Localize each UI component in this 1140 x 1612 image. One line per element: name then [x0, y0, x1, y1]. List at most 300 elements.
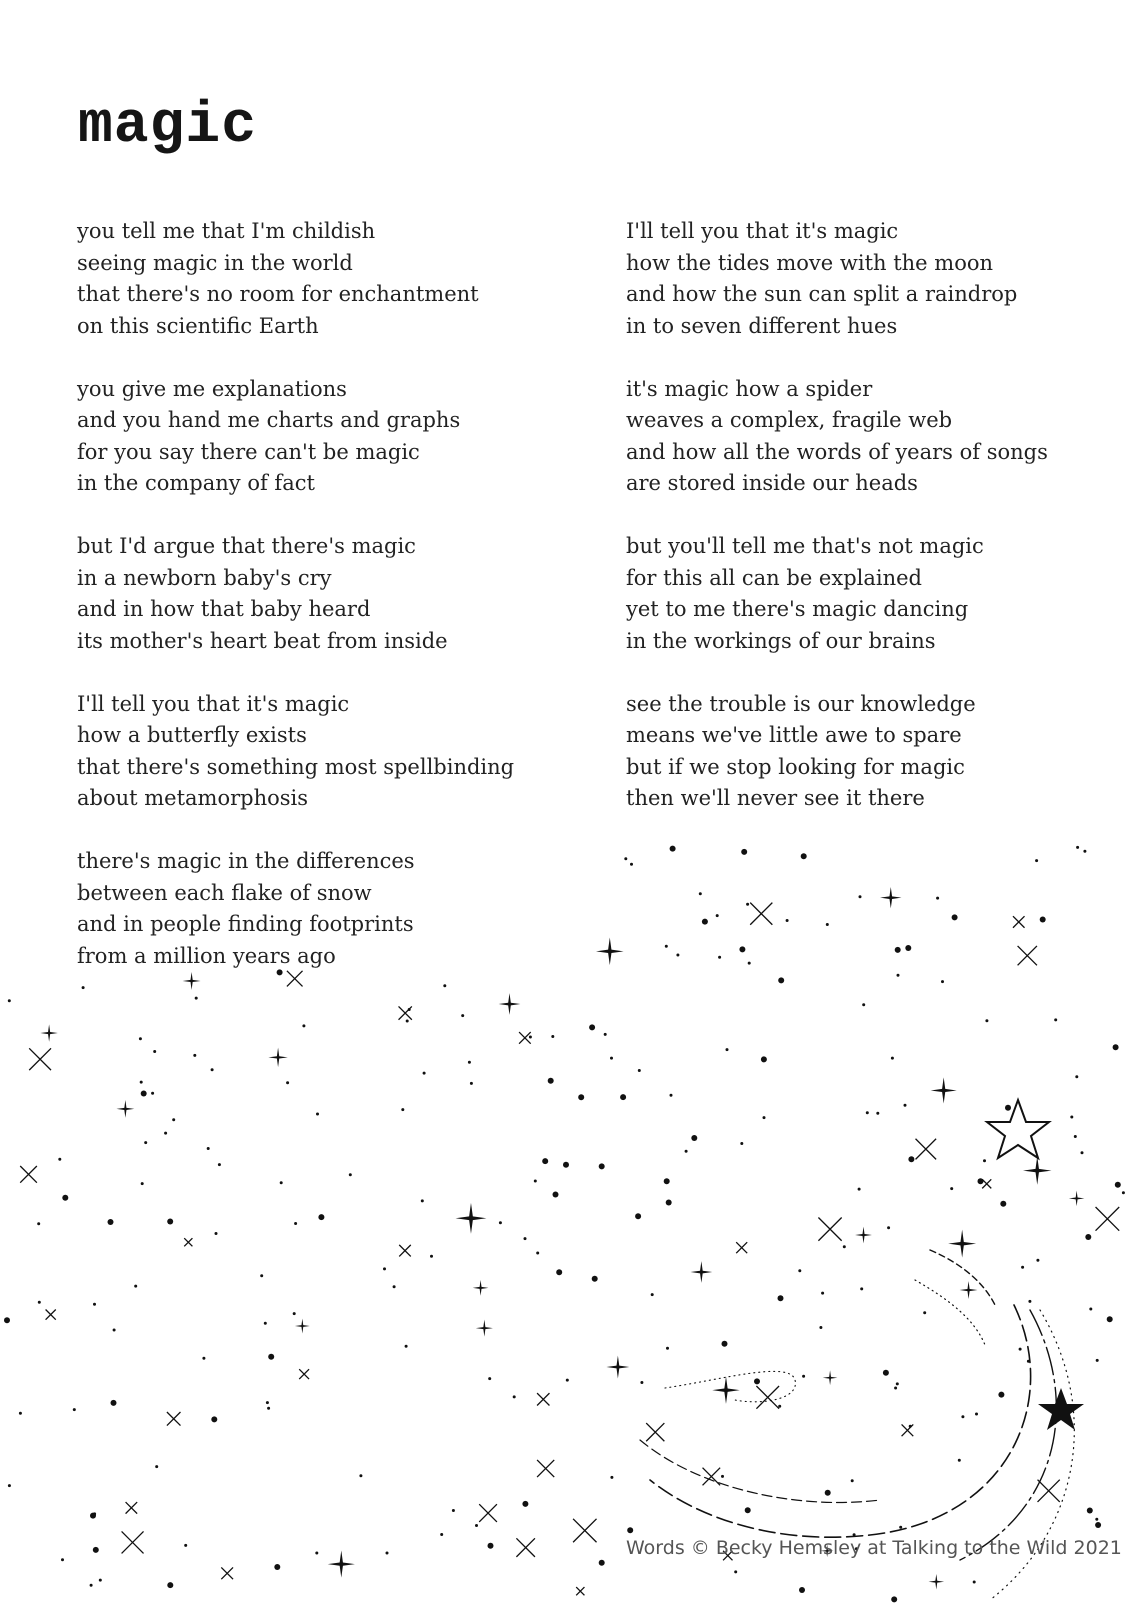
poem-line: in the workings of our brains [626, 628, 936, 653]
sparkle-star-icon [476, 1320, 493, 1337]
star-dot [786, 919, 789, 922]
star-dot [1107, 1316, 1113, 1322]
star-dot [1113, 1044, 1119, 1050]
star-dot [294, 1222, 297, 1225]
poem-line: I'll tell you that it's magic [77, 691, 350, 716]
star-dot [513, 1395, 516, 1398]
poem-line: in a newborn baby's cry [77, 565, 332, 590]
star-dot [866, 1111, 869, 1114]
star-dot [461, 1014, 464, 1017]
cross-star-icon [287, 971, 303, 987]
poem-line: for this all can be explained [626, 565, 922, 590]
cross-star-icon [516, 1538, 535, 1557]
swirl-inner-arc [640, 1440, 880, 1503]
cross-star-icon [1018, 946, 1037, 965]
star-dot [99, 1579, 102, 1582]
sky-crosses [20, 903, 1119, 1596]
sparkle-star-icon [456, 1203, 487, 1234]
star-dot [383, 1267, 386, 1270]
cross-star-icon [537, 1460, 554, 1477]
sky-sparkles [40, 887, 1084, 1590]
star-dot [4, 1317, 10, 1323]
poem-line: means we've little awe to spare [626, 723, 962, 747]
star-dot [207, 1147, 210, 1150]
poem-line: about metamorphosis [77, 786, 309, 810]
stanza [77, 216, 597, 342]
sparkle-star-icon [690, 1261, 712, 1283]
star-dot [973, 1581, 976, 1584]
star-dot [1087, 1508, 1093, 1514]
star-dot [551, 1035, 554, 1038]
poem-line: yet to me there's magic dancing [626, 597, 969, 621]
poem-title: magic [78, 94, 258, 159]
cross-star-icon [756, 1386, 779, 1409]
star-dot [268, 1354, 274, 1360]
star-dot [141, 1182, 144, 1185]
star-dot [488, 1377, 491, 1380]
night-sky-illustration [0, 840, 1140, 1612]
star-dot [1054, 1018, 1057, 1021]
star-dot [202, 1357, 205, 1360]
poem-right-column [626, 216, 1126, 846]
star-dot [316, 1113, 319, 1116]
star-dot [140, 1081, 143, 1084]
star-dot [908, 1156, 914, 1162]
sparkle-star-icon [606, 1356, 629, 1379]
cross-star-icon [519, 1032, 531, 1044]
star-dot [211, 1416, 217, 1422]
star-dot [266, 1401, 269, 1404]
poem-line: and how the sun can split a raindrop [626, 282, 1018, 306]
star-dot [578, 1094, 584, 1100]
cross-star-icon [982, 1179, 991, 1188]
star-dot [563, 1162, 569, 1168]
star-dot [627, 1527, 633, 1533]
star-dot [670, 1094, 673, 1097]
poem-line: are stored inside our heads [626, 471, 918, 495]
star-dot [488, 1543, 494, 1549]
sparkle-star-icon [855, 1227, 872, 1244]
sparkle-star-icon [931, 1077, 957, 1103]
star-dot [61, 1558, 64, 1561]
star-dot [82, 986, 85, 989]
star-dot [302, 1024, 305, 1027]
cross-star-icon [818, 1218, 841, 1241]
poem-line: that there's something most spellbinding [77, 754, 515, 779]
cross-star-icon [479, 1504, 497, 1522]
star-dot [90, 1513, 96, 1519]
star-dot [998, 1392, 1004, 1398]
star-dot [315, 1552, 318, 1555]
star-dot [195, 997, 198, 1000]
star-dot [819, 1326, 822, 1329]
star-dot [670, 846, 676, 852]
cross-star-icon [736, 1242, 747, 1253]
sparkle-star-icon [929, 1574, 945, 1590]
star-dot [58, 1158, 61, 1161]
poem-line: from a million years ago [77, 943, 336, 968]
star-dot [895, 947, 901, 953]
star-dot [589, 1024, 595, 1030]
star-dot [685, 1150, 688, 1153]
star-dot [443, 984, 446, 987]
star-dot [739, 946, 745, 952]
star-dot [468, 1061, 471, 1064]
star-dot [745, 1507, 751, 1513]
star-dot [983, 1159, 986, 1162]
star-dot [359, 1474, 362, 1477]
star-dot [548, 1078, 554, 1084]
star-dot [277, 969, 283, 975]
poem-line: its mother's heart beat from inside [77, 628, 448, 653]
cross-star-icon [750, 903, 772, 925]
star-dot [1005, 1105, 1011, 1111]
poem-line: and in how that baby heard [77, 597, 371, 621]
star-dot [923, 1311, 926, 1314]
stanza [626, 374, 1126, 500]
stanza [77, 689, 597, 815]
sparkle-star-icon [1023, 1156, 1051, 1184]
credit-text: Words © Becky Hemsley at Talking to the Wild 2021 [626, 1537, 1122, 1559]
star-dot [38, 1301, 41, 1304]
star-dot [452, 1509, 455, 1512]
sparkle-star-icon [880, 887, 901, 908]
cross-star-icon [399, 1245, 411, 1257]
star-dot [721, 1475, 724, 1478]
swirl-loop-dotted [665, 1371, 795, 1401]
star-dot [741, 849, 747, 855]
star-dot [151, 1092, 154, 1095]
star-dot [876, 1112, 879, 1115]
cross-star-icon [29, 1048, 51, 1070]
star-dot [8, 1484, 11, 1487]
sparkle-star-icon [268, 1048, 287, 1067]
star-dot [592, 1276, 598, 1282]
poem-line: how the tides move with the moon [626, 250, 994, 275]
star-dot [440, 1533, 443, 1536]
star-dot [134, 1285, 137, 1288]
star-dot [529, 1036, 532, 1039]
star-dot [975, 1413, 978, 1416]
star-dot [702, 919, 708, 925]
poem-line: but if we stop looking for magic [626, 754, 965, 779]
star-dot [218, 1163, 221, 1166]
star-dot [393, 1285, 396, 1288]
star-dot [778, 1295, 784, 1301]
sky-dots [4, 846, 1125, 1603]
poem-line: but I'd argue that there's magic [77, 534, 416, 558]
star-dot [193, 1054, 196, 1057]
star-dot [318, 1214, 324, 1220]
poem-line: for you say there can't be magic [77, 439, 420, 464]
poem-line: on this scientific Earth [77, 313, 319, 338]
star-dot [421, 1199, 424, 1202]
star-dot [141, 1091, 147, 1097]
star-dot [267, 1407, 270, 1410]
filled-star-icon [1038, 1388, 1084, 1430]
star-dot [664, 1178, 670, 1184]
star-dot [1070, 1116, 1073, 1119]
star-dot [172, 1118, 175, 1121]
star-dot [556, 1269, 562, 1275]
star-dot [401, 1108, 404, 1111]
poem-line: and you hand me charts and graphs [77, 408, 461, 432]
star-dot [470, 1082, 473, 1085]
stanza [626, 689, 1126, 815]
star-dot [691, 1135, 697, 1141]
star-dot [144, 1141, 147, 1144]
poem-line: see the trouble is our knowledge [626, 691, 976, 716]
star-dot [536, 1252, 539, 1255]
sparkle-star-icon [960, 1281, 978, 1299]
star-dot [952, 914, 958, 920]
star-dot [746, 903, 749, 906]
star-dot [499, 1221, 502, 1224]
star-dot [349, 1173, 352, 1176]
star-dot [1095, 1522, 1101, 1528]
sparkle-star-icon [823, 1370, 838, 1385]
star-dot [430, 1255, 433, 1258]
stanza [626, 531, 1126, 657]
poem-line: seeing magic in the world [77, 250, 353, 275]
star-dot [936, 897, 939, 900]
star-dot [610, 1057, 613, 1060]
sparkle-star-icon [40, 1024, 57, 1041]
star-dot [734, 1570, 737, 1573]
sparkle-star-icon [473, 1280, 489, 1296]
swirl-trail-inner-dash [930, 1250, 995, 1305]
star-dot [113, 1329, 116, 1332]
star-dot [862, 1003, 865, 1006]
poem-line: and how all the words of years of songs [626, 439, 1048, 464]
star-dot [722, 1341, 728, 1347]
cross-star-icon [703, 1468, 721, 1486]
sparkle-star-icon [499, 993, 521, 1015]
star-dot [825, 1490, 831, 1496]
star-dot [638, 1069, 641, 1072]
star-dot [640, 1381, 643, 1384]
star-dot [553, 1192, 559, 1198]
poem-line: you tell me that I'm childish [77, 219, 376, 243]
star-dot [1083, 850, 1086, 853]
star-dot [184, 1544, 187, 1547]
cross-star-icon [902, 1424, 914, 1436]
star-dot [860, 1287, 863, 1290]
stanza [77, 374, 597, 500]
star-dot [716, 914, 719, 917]
cross-star-icon [1096, 1207, 1120, 1231]
cross-star-icon [167, 1412, 181, 1426]
poem-line: how a butterfly exists [77, 723, 307, 747]
sparkle-star-icon [1069, 1191, 1085, 1207]
cross-star-icon [46, 1310, 56, 1320]
star-dot [666, 1347, 669, 1350]
cross-star-icon [1038, 1480, 1060, 1502]
poem-line: between each flake of snow [77, 880, 372, 905]
star-dot [718, 956, 721, 959]
poem-line: I'll tell you that it's magic [626, 219, 899, 243]
star-dot [958, 1459, 961, 1462]
sparkle-star-icon [596, 938, 624, 966]
star-dot [286, 1081, 289, 1084]
star-dot [386, 1552, 389, 1555]
star-dot [651, 1293, 654, 1296]
star-dot [1040, 917, 1046, 923]
sparkle-star-icon [295, 1319, 310, 1334]
star-dot [93, 1547, 99, 1553]
star-dot [542, 1158, 548, 1164]
star-dot [604, 1033, 607, 1036]
star-dot [111, 1400, 117, 1406]
sparkle-star-icon [948, 1230, 976, 1258]
star-dot [676, 954, 679, 957]
star-dot [620, 1094, 626, 1100]
cross-star-icon [537, 1393, 549, 1405]
star-dot [260, 1274, 263, 1277]
star-dot [1019, 1348, 1022, 1351]
star-dot [761, 1056, 767, 1062]
star-dot [891, 1057, 894, 1060]
star-dot [62, 1195, 68, 1201]
star-dot [859, 895, 862, 898]
star-dot [524, 1237, 527, 1240]
stanza [77, 531, 597, 657]
star-dot [1085, 1234, 1091, 1240]
poem-line: but you'll tell me that's not magic [626, 534, 984, 558]
star-dot [475, 1524, 478, 1527]
star-dot [1081, 1151, 1084, 1154]
star-dot [599, 1163, 605, 1169]
star-dot [19, 1412, 22, 1415]
star-dot [610, 1476, 613, 1479]
star-dot [726, 1048, 729, 1051]
star-dot [630, 863, 633, 866]
star-dot [894, 1387, 897, 1390]
star-dot [139, 1037, 142, 1040]
star-dot [666, 1200, 672, 1206]
star-dot [950, 1187, 953, 1190]
star-dot [1035, 859, 1038, 862]
star-dot [37, 1222, 40, 1225]
cross-star-icon [126, 1502, 138, 1514]
star-dot [821, 1292, 824, 1295]
star-dot [899, 1526, 902, 1529]
star-dot [406, 1020, 409, 1023]
star-dot [211, 1068, 214, 1071]
cross-star-icon [1013, 916, 1025, 928]
star-dot [280, 1181, 283, 1184]
cross-star-icon [576, 1587, 584, 1595]
sparkle-star-icon [328, 1551, 355, 1578]
swirl-trail-solid [960, 1310, 1056, 1560]
star-dot [941, 980, 944, 983]
star-dot [153, 1050, 156, 1053]
star-dot [851, 1479, 854, 1482]
star-dot [897, 974, 900, 977]
star-dot [754, 1378, 760, 1384]
star-dot [858, 1188, 861, 1191]
poem-line: and in people finding footprints [77, 912, 414, 936]
poem-line: that there's no room for enchantment [77, 282, 479, 306]
star-dot [801, 853, 807, 859]
star-dot [1075, 1075, 1078, 1078]
star-dot [8, 999, 11, 1002]
star-dot [635, 1213, 641, 1219]
star-dot [1028, 1300, 1031, 1303]
poem-line: then we'll never see it there [626, 786, 925, 810]
cross-star-icon [221, 1567, 233, 1579]
cross-star-icon [20, 1166, 37, 1183]
star-dot [904, 1104, 907, 1107]
stanza [626, 216, 1126, 342]
star-dot [167, 1582, 173, 1588]
star-dot [1089, 1308, 1092, 1311]
poem-line: it's magic how a spider [626, 376, 873, 401]
cross-star-icon [399, 1006, 412, 1019]
cross-star-icon [299, 1369, 309, 1379]
star-dot [1021, 1266, 1024, 1269]
star-dot [826, 923, 829, 926]
star-dot [778, 977, 784, 983]
poem-line: weaves a complex, fragile web [626, 408, 953, 432]
star-dot [1115, 1182, 1121, 1188]
poem-line: you give me explanations [77, 376, 347, 401]
star-dot [215, 1232, 218, 1235]
star-dot [293, 1312, 296, 1315]
star-dot [73, 1408, 76, 1411]
star-dot [798, 1269, 801, 1272]
star-dot [599, 1560, 605, 1566]
star-dot [1076, 846, 1079, 849]
star-dot [763, 1116, 766, 1119]
cross-star-icon [122, 1531, 144, 1553]
star-dot [1036, 1259, 1039, 1262]
star-dot [90, 1584, 93, 1587]
star-dot [405, 1345, 408, 1348]
cross-star-icon [646, 1423, 664, 1441]
star-dot [1000, 1201, 1006, 1207]
cross-star-icon [184, 1238, 192, 1246]
star-dot [1095, 1518, 1098, 1521]
star-dot [1096, 1359, 1099, 1362]
star-dot [799, 1587, 805, 1593]
star-dot [93, 1303, 96, 1306]
poem-line: in to seven different hues [626, 313, 898, 338]
star-dot [883, 1370, 889, 1376]
star-dot [534, 1180, 537, 1183]
star-dot [624, 857, 627, 860]
star-dot [665, 945, 668, 948]
star-dot [740, 1142, 743, 1145]
star-dot [155, 1465, 158, 1468]
star-dot [1122, 1191, 1125, 1194]
poem-line: in the company of fact [77, 471, 315, 495]
poem-line: there's magic in the differences [77, 849, 415, 873]
sparkle-star-icon [183, 972, 201, 990]
star-dot [108, 1219, 114, 1225]
star-dot [167, 1219, 173, 1225]
star-dot [891, 1596, 897, 1602]
cross-star-icon [916, 1139, 937, 1160]
star-dot [748, 962, 751, 965]
star-dot [802, 1375, 805, 1378]
star-dot [905, 945, 911, 951]
sparkle-star-icon [116, 1100, 134, 1118]
star-dot [896, 1382, 899, 1385]
star-dot [961, 1415, 964, 1418]
star-dot [985, 1019, 988, 1022]
star-dot [843, 1245, 846, 1248]
